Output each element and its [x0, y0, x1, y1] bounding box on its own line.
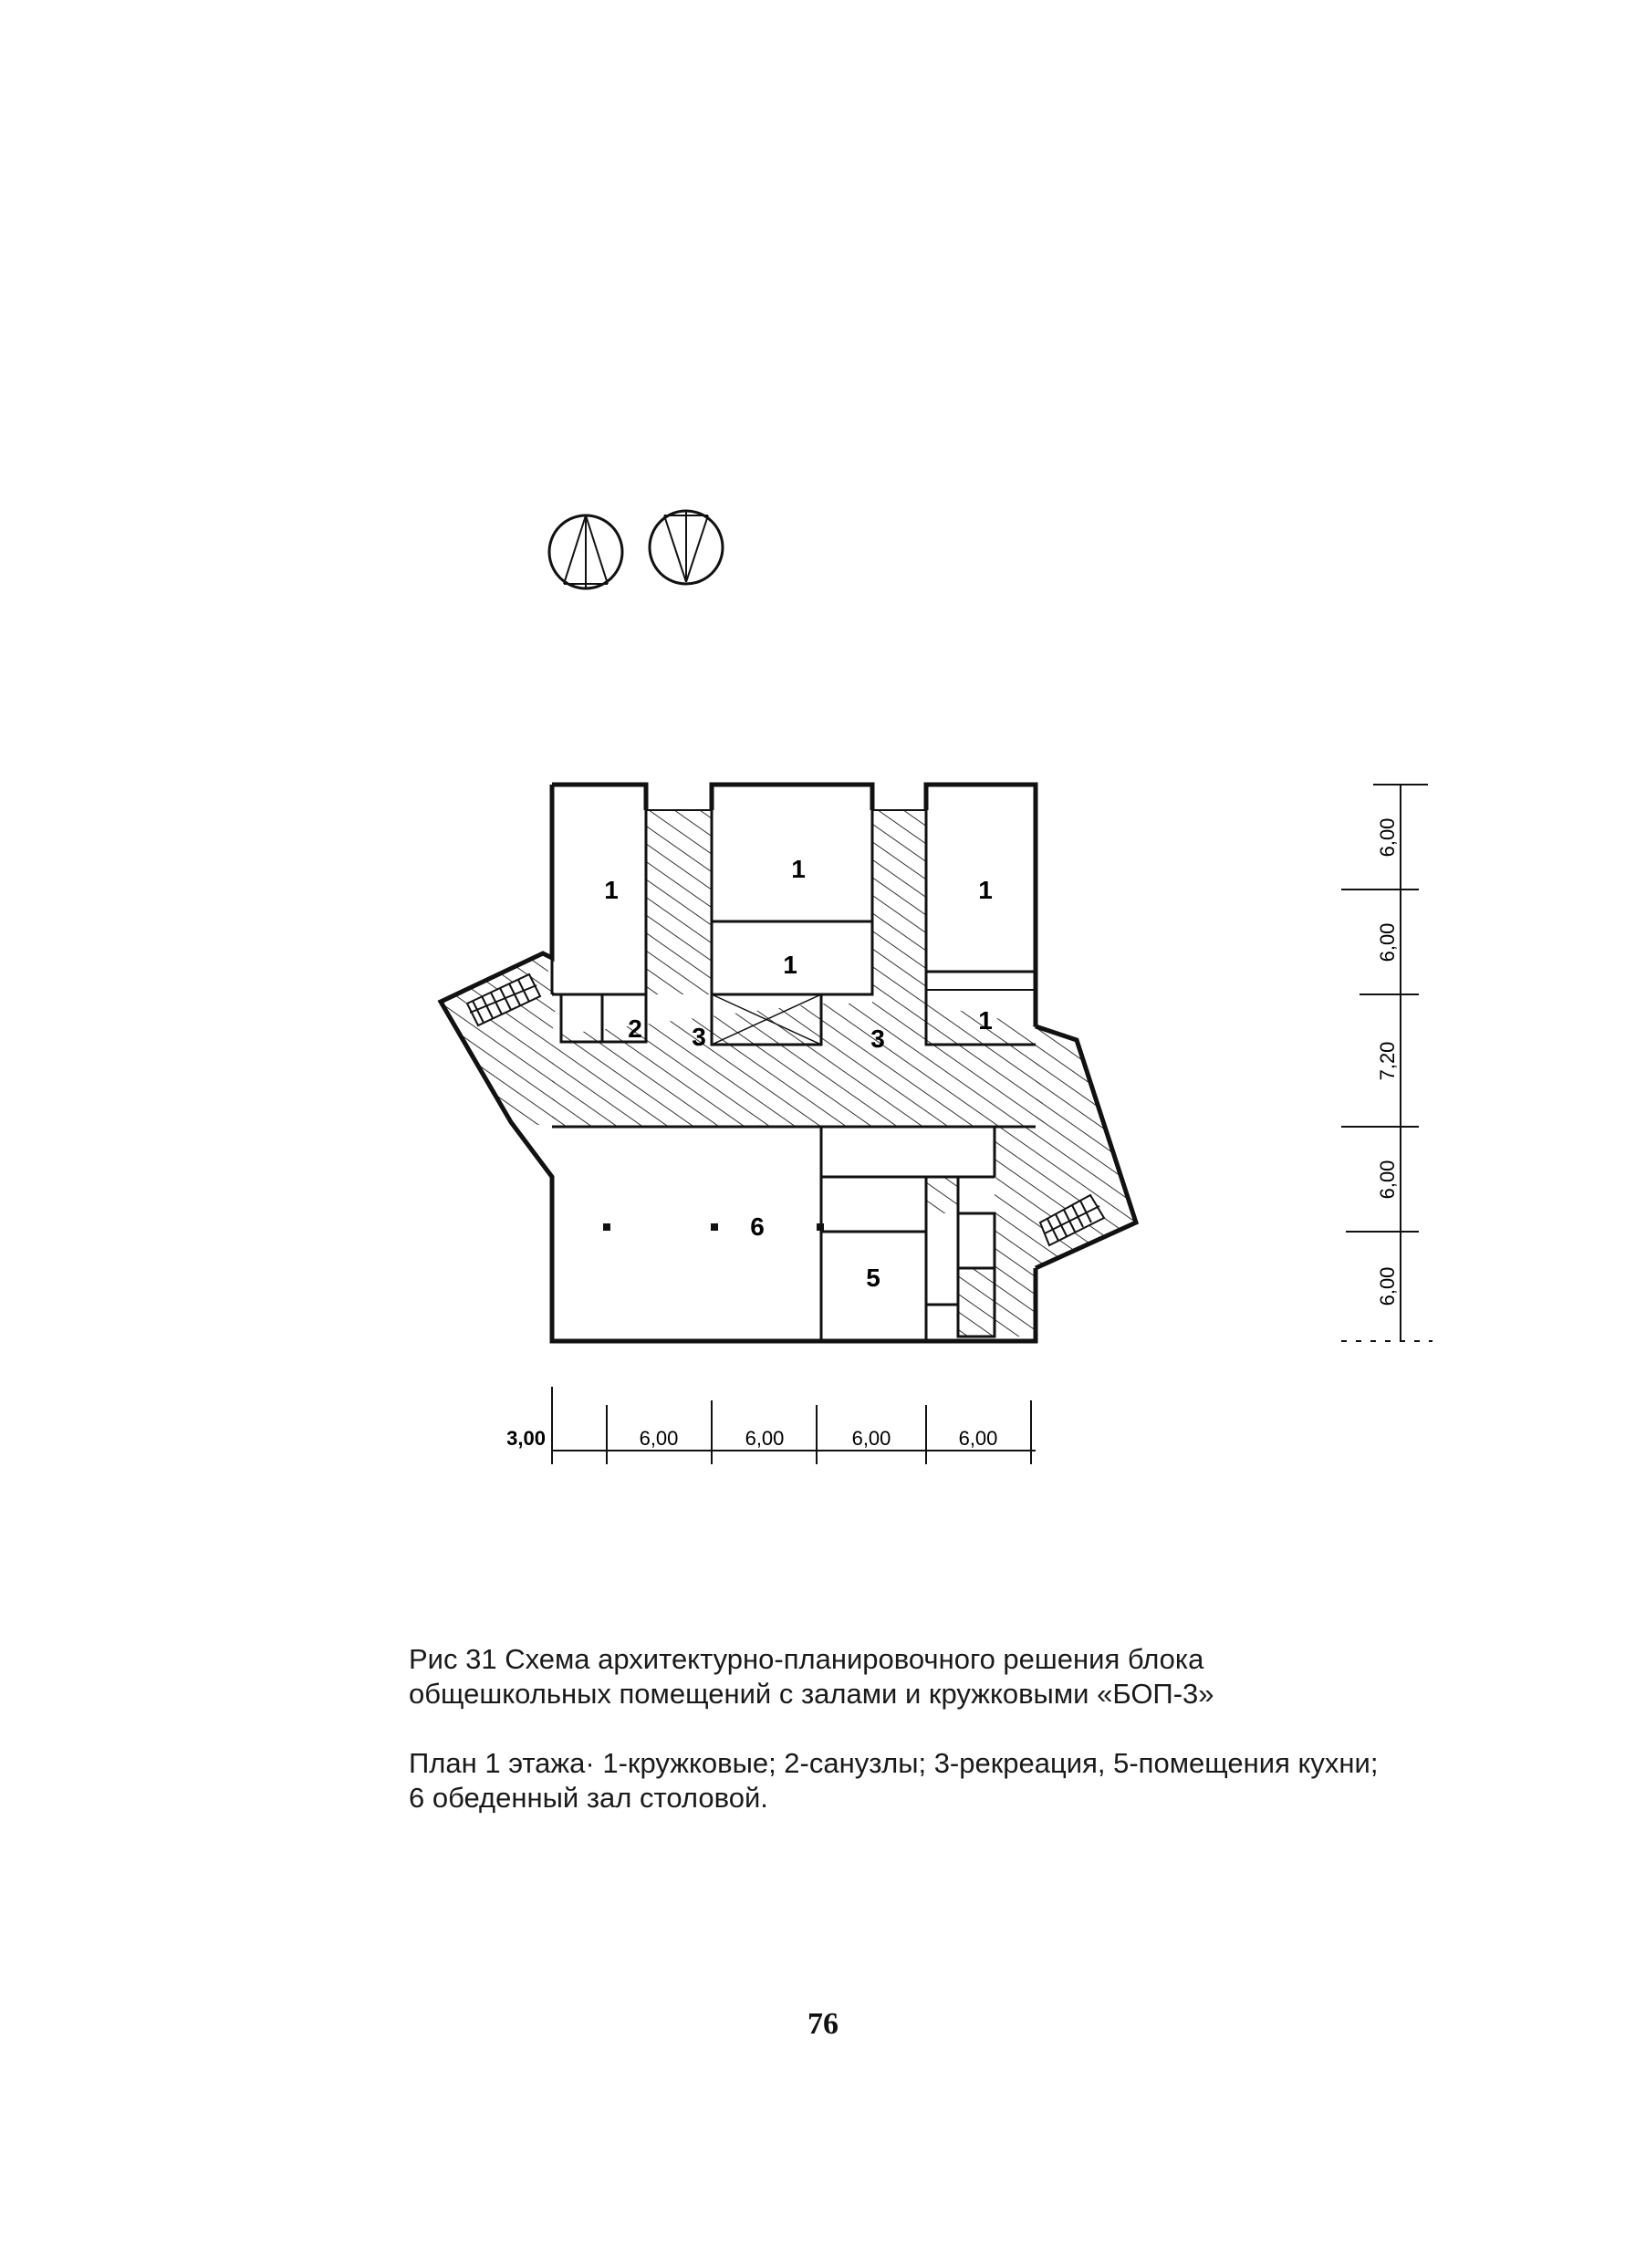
dim-label: 7,20: [1376, 1041, 1399, 1081]
dim-label: 6,00: [851, 1427, 891, 1450]
room-label: 1: [783, 951, 797, 979]
room-label: 5: [866, 1264, 880, 1292]
dim-label: 6,00: [1376, 1160, 1399, 1200]
room-label: 3: [870, 1025, 885, 1053]
room-label: 1: [791, 855, 806, 883]
dim-label: 6,00: [958, 1427, 998, 1450]
dim-label: 3,00: [506, 1427, 546, 1450]
figure-legend-line: План 1 этажа· 1-кружковые; 2-санузлы; 3-рекреация, 5-помещения кухни;: [409, 1747, 1379, 1779]
south-arrow-icon: [650, 511, 723, 584]
room-label: 3: [692, 1023, 706, 1051]
recreation-hatch: [441, 810, 1136, 1337]
columns: [603, 1223, 824, 1231]
dim-label: 6,00: [639, 1427, 679, 1450]
room-label: 1: [978, 876, 993, 904]
horizontal-dimensions: [552, 1387, 1036, 1464]
room-label: 6: [750, 1212, 765, 1241]
dim-label: 6,00: [1376, 1266, 1399, 1306]
room-label: 1: [978, 1006, 993, 1035]
figure-title: [409, 1642, 1440, 1711]
figure-legend-line: 6 обеденный зал столовой.: [409, 1782, 768, 1814]
figure-title-line: общешкольных помещений с залами и кружковыми «БОП-3»: [409, 1678, 1214, 1710]
dim-label: 6,00: [1376, 817, 1399, 858]
figure-legend: [409, 1746, 1440, 1815]
room-label: 1: [604, 876, 619, 904]
north-arrow-icon: [549, 515, 622, 588]
dim-label: 6,00: [745, 1427, 785, 1450]
room-label: 2: [628, 1014, 642, 1043]
figure-title-line: Рис 31 Схема архитектурно-планировочного решения блока: [409, 1643, 1204, 1675]
dim-label: 6,00: [1376, 922, 1399, 962]
page-number: 76: [807, 2007, 839, 2041]
